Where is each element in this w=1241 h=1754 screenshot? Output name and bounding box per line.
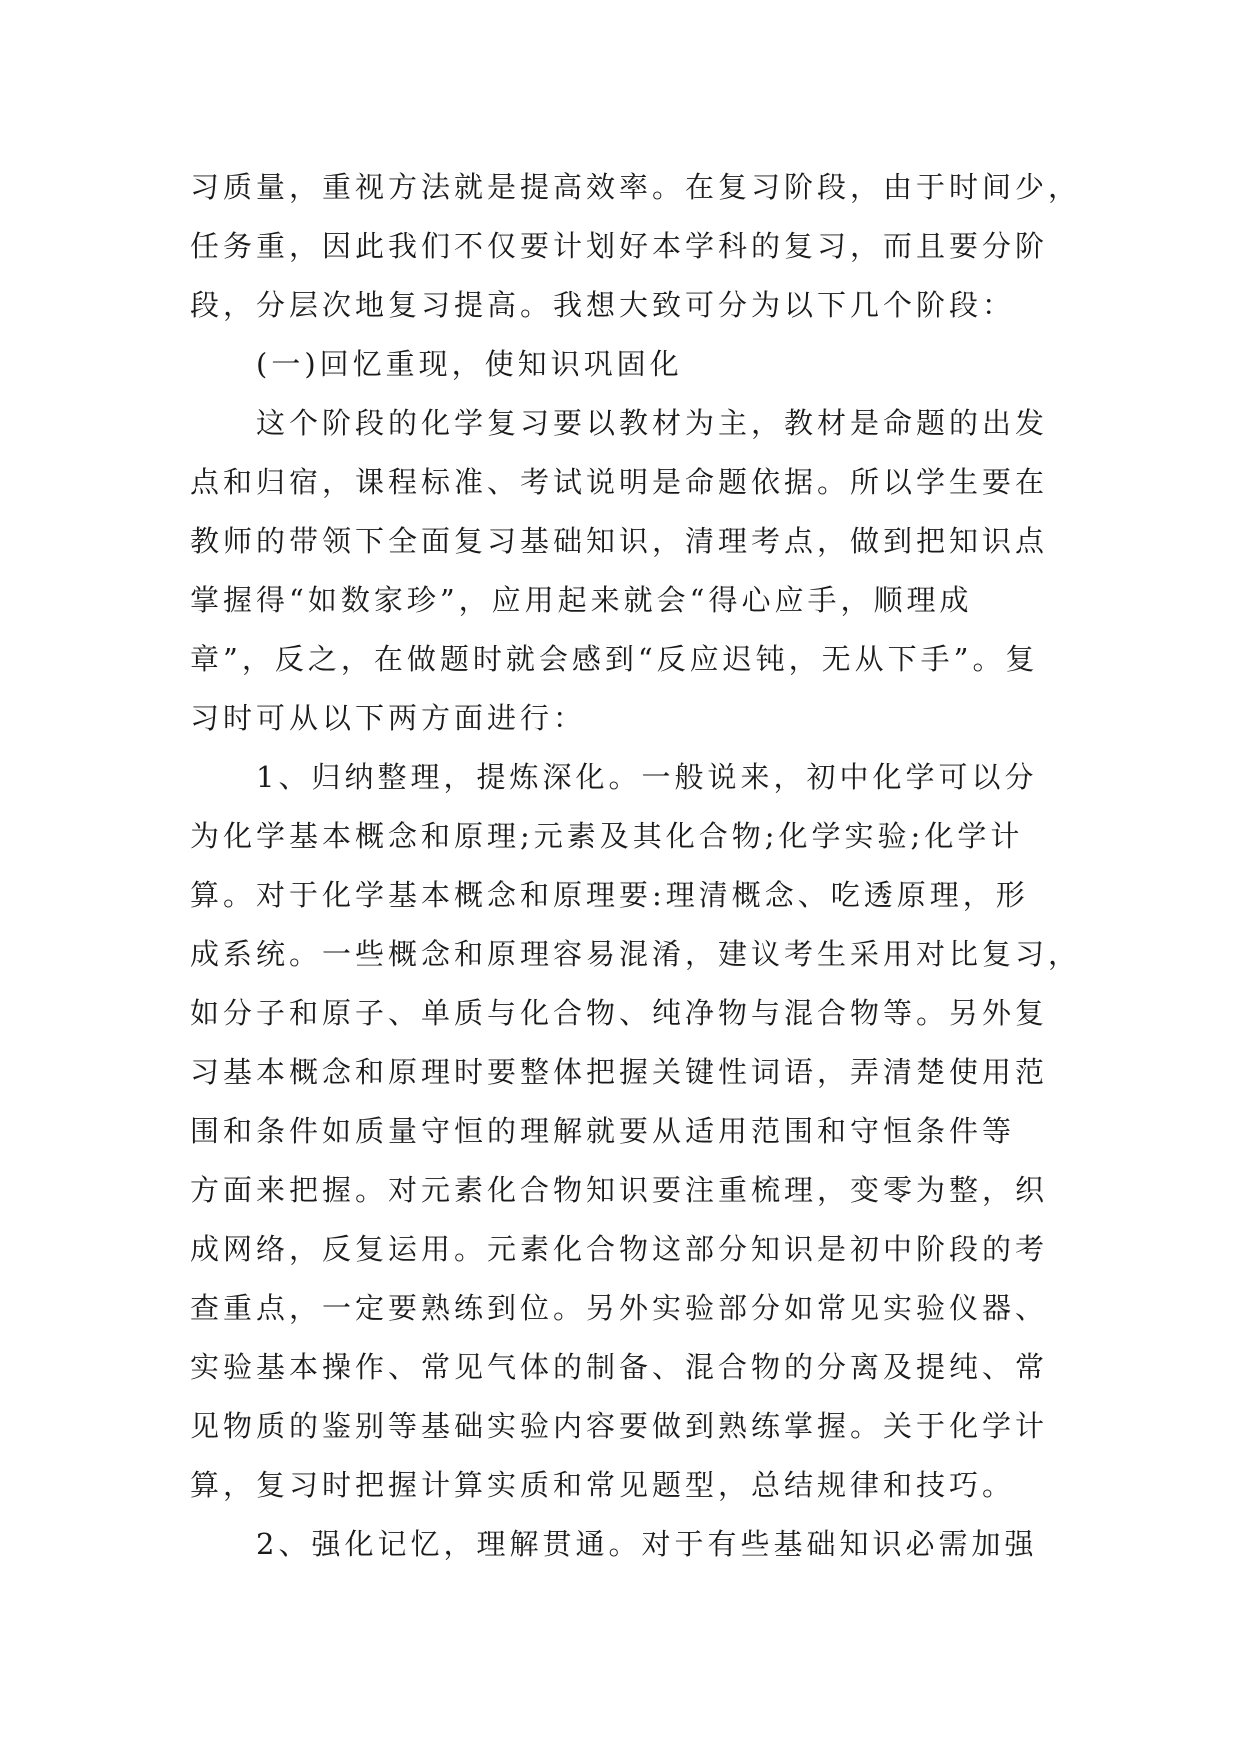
text-line: 教师的带领下全面复习基础知识，清理考点，做到把知识点 <box>190 524 1049 558</box>
text-line: 掌握得“如数家珍”，应用起来就会“得心应手，顺理成 <box>190 583 973 617</box>
text-line: 为化学基本概念和原理;元素及其化合物;化学实验;化学计 <box>190 819 1024 853</box>
text-line: 这个阶段的化学复习要以教材为主，教材是命题的出发 <box>256 406 1049 440</box>
text-line: 成系统。一些概念和原理容易混淆，建议考生采用对比复习， <box>190 937 1082 971</box>
text-line: 查重点，一定要熟练到位。另外实验部分如常见实验仪器、 <box>190 1291 1049 1325</box>
text-line: 章”，反之，在做题时就会感到“反应迟钝，无从下手”。复 <box>190 642 1039 676</box>
text-line: 实验基本操作、常见气体的制备、混合物的分离及提纯、常 <box>190 1350 1049 1384</box>
text-line: 见物质的鉴别等基础实验内容要做到熟练掌握。关于化学计 <box>190 1409 1049 1443</box>
text-line: 算，复习时把握计算实质和常见题型，总结规律和技巧。 <box>190 1468 1016 1502</box>
text-line: 任务重，因此我们不仅要计划好本学科的复习，而且要分阶 <box>190 229 1049 263</box>
text-line: 算。对于化学基本概念和原理要:理清概念、吃透原理，形 <box>190 878 1029 912</box>
text-line: 1、归纳整理，提炼深化。一般说来，初中化学可以分 <box>256 760 1038 794</box>
text-line: 方面来把握。对元素化合物知识要注重梳理，变零为整，织 <box>190 1173 1049 1207</box>
section-heading: (一)回忆重现，使知识巩固化 <box>256 347 683 381</box>
document-body <box>190 158 1082 1574</box>
text-line: 围和条件如质量守恒的理解就要从适用范围和守恒条件等 <box>190 1114 1016 1148</box>
text-line: 习时可从以下两方面进行： <box>190 701 587 735</box>
text-line: 习基本概念和原理时要整体把握关键性词语，弄清楚使用范 <box>190 1055 1049 1089</box>
text-line: 成网络，反复运用。元素化合物这部分知识是初中阶段的考 <box>190 1232 1049 1266</box>
text-line: 段，分层次地复习提高。我想大致可分为以下几个阶段： <box>190 288 1016 322</box>
text-line: 习质量，重视方法就是提高效率。在复习阶段，由于时间少， <box>190 170 1082 204</box>
text-line: 点和归宿，课程标准、考试说明是命题依据。所以学生要在 <box>190 465 1049 499</box>
text-line: 如分子和原子、单质与化合物、纯净物与混合物等。另外复 <box>190 996 1049 1030</box>
text-line: 2、强化记忆，理解贯通。对于有些基础知识必需加强 <box>256 1527 1038 1561</box>
